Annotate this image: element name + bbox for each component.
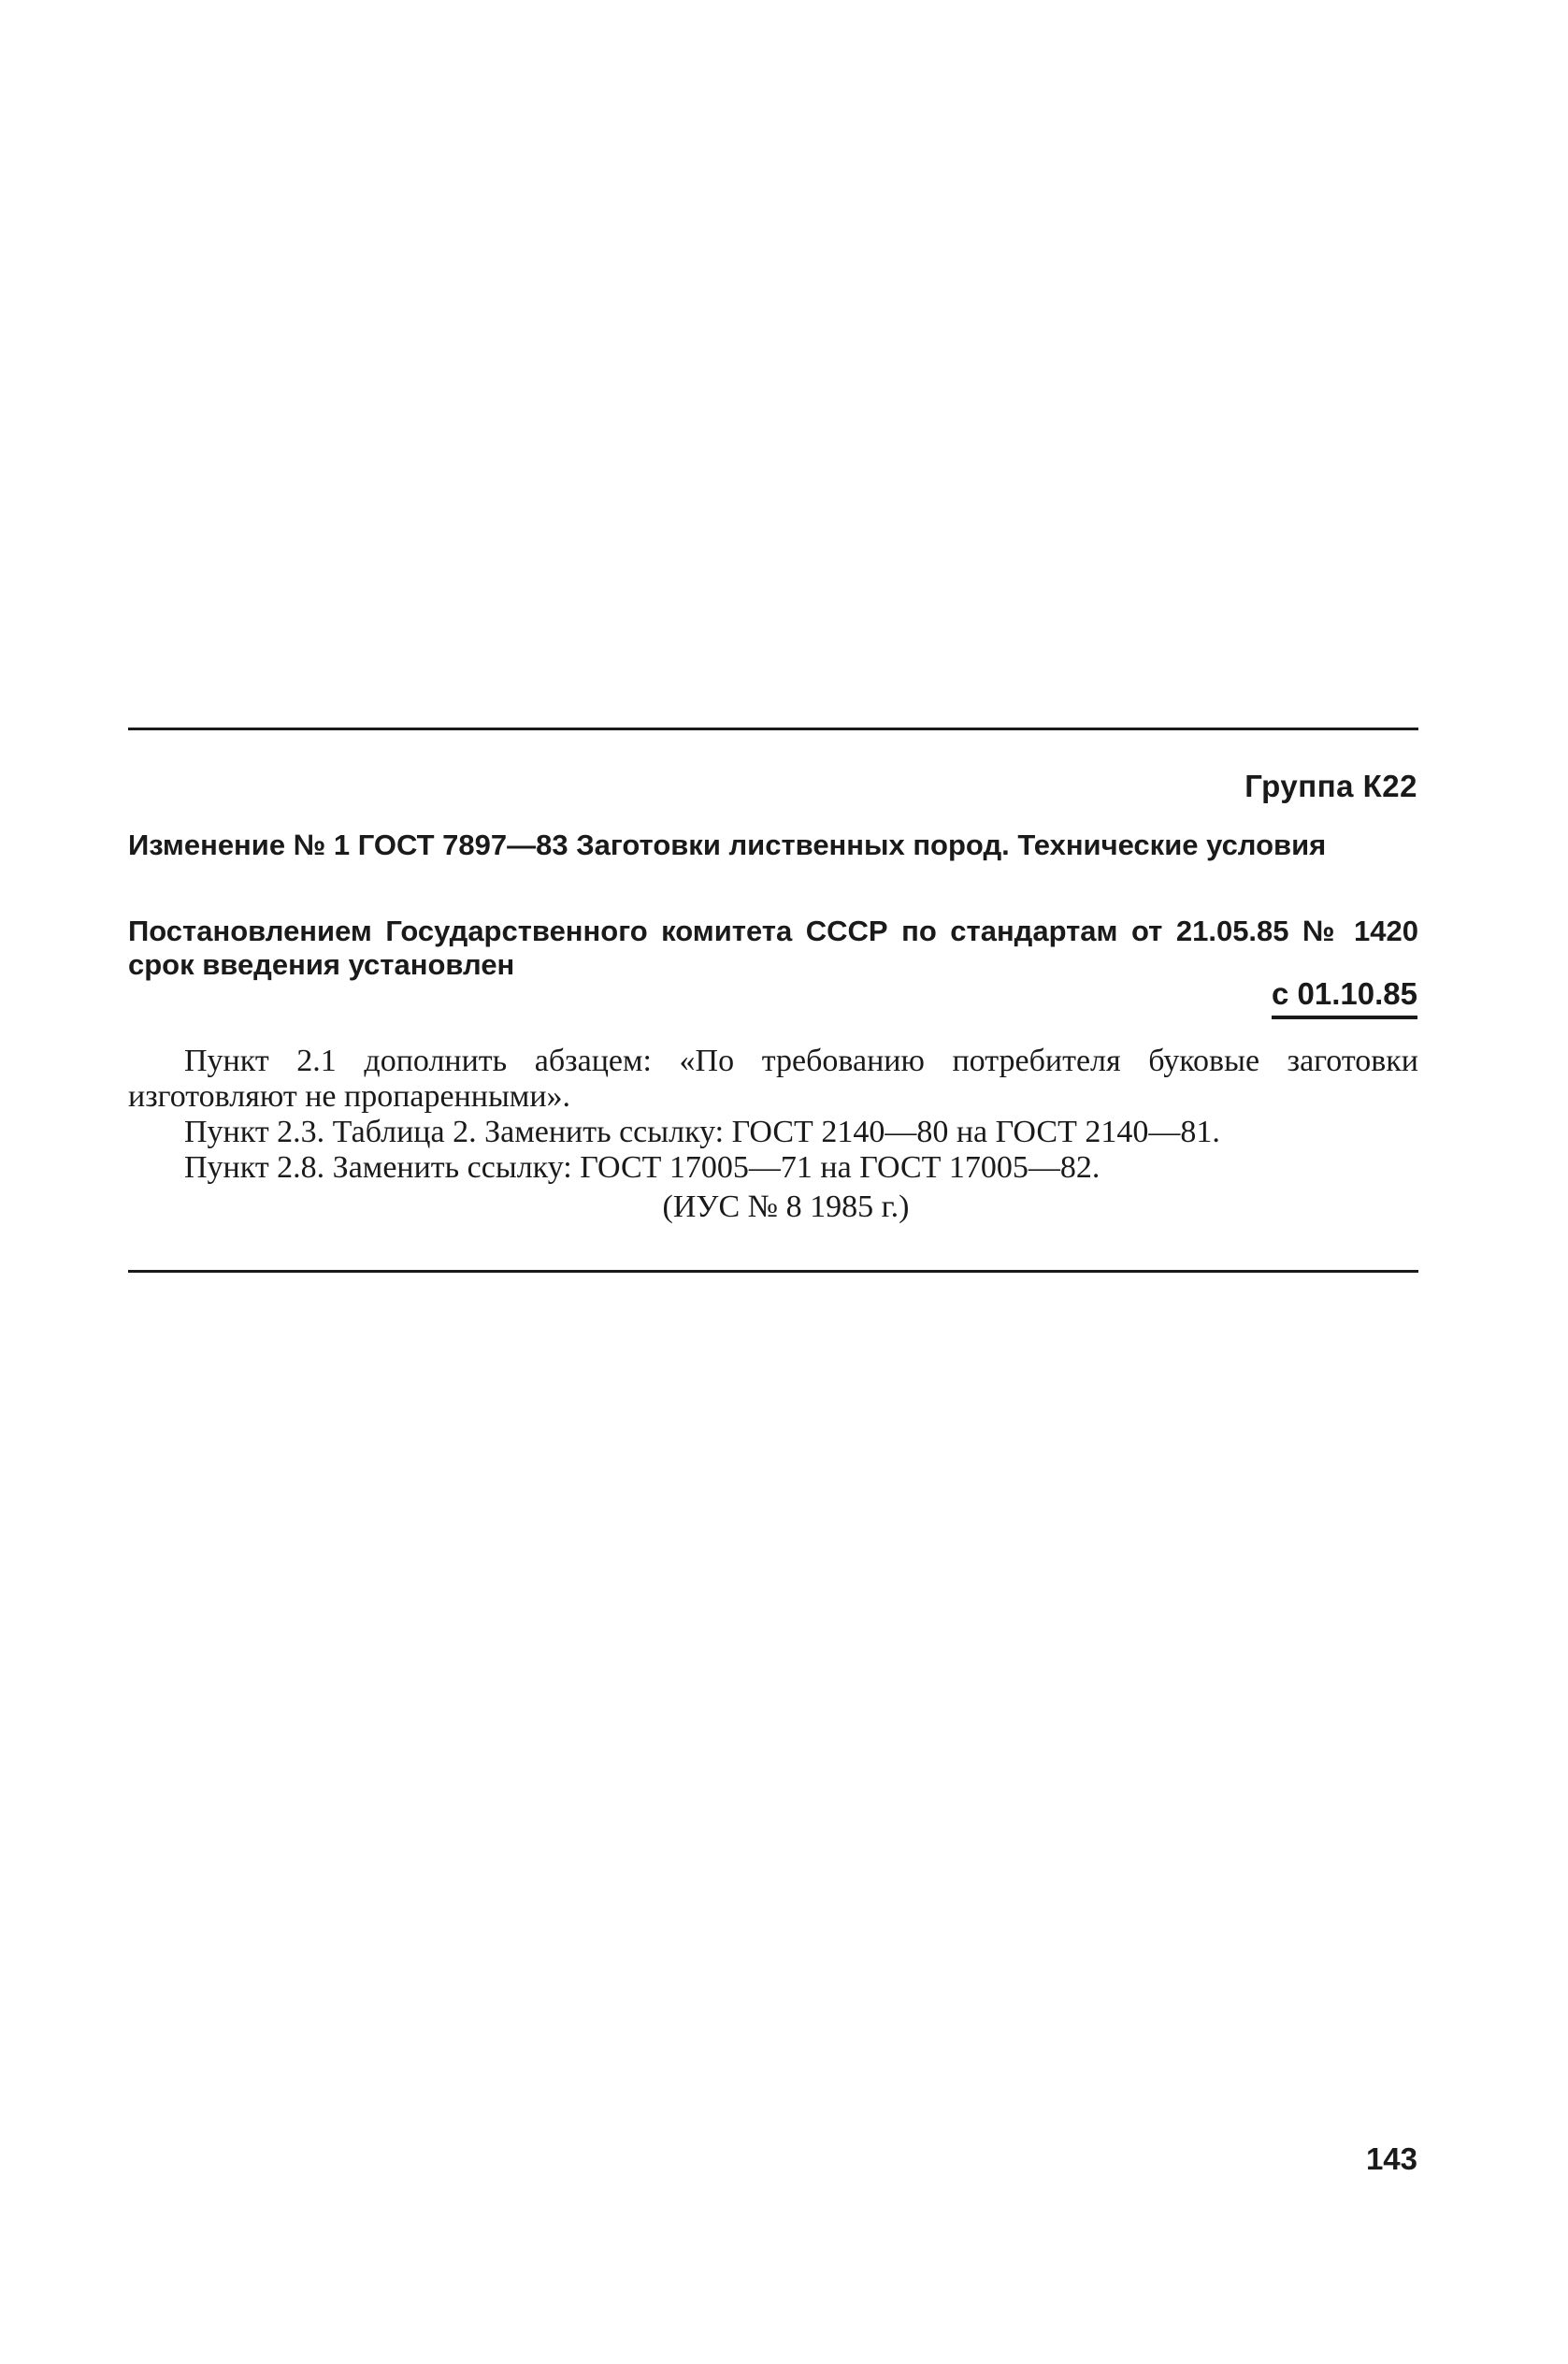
effective-date: с 01.10.85: [1272, 976, 1417, 1019]
group-label: Группа К22: [1244, 769, 1417, 803]
document-title: Изменение № 1 ГОСТ 7897—83 Заготовки лиственных пород. Технические условия: [128, 829, 1327, 861]
top-divider: [128, 728, 1418, 730]
bottom-divider: [128, 1270, 1418, 1273]
page-number: 143: [1365, 2141, 1417, 2176]
decree-text: Постановлением Государственного комитета СССР по стандартам от 21.05.85 № 1420 срок введения установлен: [128, 915, 1418, 981]
source-reference: (ИУС № 8 1985 г.): [662, 1189, 910, 1224]
paragraph-clause-2-8: Пункт 2.8. Заменить ссылку: ГОСТ 17005—71 на ГОСТ 17005—82.: [184, 1150, 1100, 1185]
amendment-body: [128, 1044, 1418, 1186]
paragraph-clause-2-3: Пункт 2.3. Таблица 2. Заменить ссылку: ГОСТ 2140—80 на ГОСТ 2140—81.: [184, 1115, 1220, 1149]
paragraph-clause-2-1: Пункт 2.1 дополнить абзацем: «По требованию потребителя буковые заготовки изготовляют не пропаренными».: [128, 1044, 1418, 1114]
